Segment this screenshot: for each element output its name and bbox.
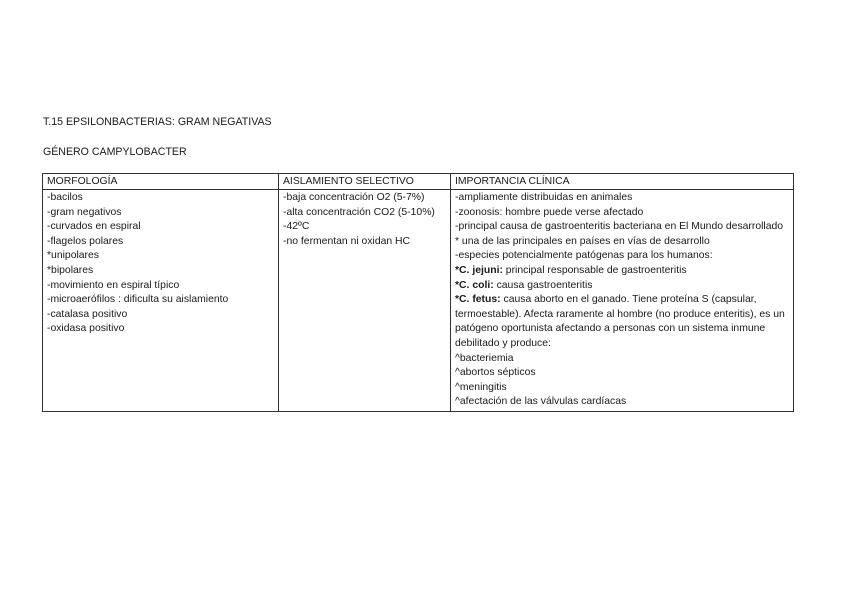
header-importancia: IMPORTANCIA CLÍNICA: [451, 174, 794, 190]
campylobacter-table: [42, 173, 794, 412]
header-morfologia: MORFOLOGÍA: [43, 174, 279, 190]
aislamiento-item: -42ºC: [283, 221, 310, 233]
cell-importancia: [451, 190, 794, 412]
document-subtitle: GÉNERO CAMPYLOBACTER: [43, 146, 187, 158]
aislamiento-item: -baja concentración O2 (5-7%): [283, 192, 425, 203]
morfologia-item: -oxidasa positivo: [47, 323, 125, 335]
fetus-effect: ^afectación de las válvulas cardíacas: [455, 396, 627, 408]
morfologia-item: -movimiento en espiral típico: [47, 279, 180, 291]
cell-aislamiento: [279, 190, 451, 412]
species-jejuni-text: principal responsable de gastroenteritis: [502, 264, 687, 276]
species-jejuni-label: *C. jejuni:: [455, 264, 503, 276]
document-title: T.15 EPSILONBACTERIAS: GRAM NEGATIVAS: [43, 116, 272, 128]
species-coli-text: causa gastroenteritis: [493, 279, 593, 291]
importancia-item: * una de las principales en países en vías de desarrollo: [455, 235, 710, 247]
species-coli-label: *C. coli:: [455, 279, 494, 291]
species-fetus-text: causa aborto en el ganado. Tiene proteína S (capsular, termoestable). Afecta raramente al hombre (no produce enteritis), es un patógeno oportunista afectando a personas con un sistema inmune debilitado y produce:: [455, 294, 785, 349]
aislamiento-item: -no fermentan ni oxidan HC: [283, 235, 411, 247]
fetus-effect: ^abortos sépticos: [455, 367, 536, 379]
table-row: [43, 190, 794, 412]
morfologia-item: -microaerófilos : dificulta su aislamiento: [47, 294, 229, 306]
importancia-item: -zoonosis: hombre puede verse afectado: [455, 206, 644, 218]
species-jejuni: [455, 264, 789, 279]
table-header-row: [43, 174, 794, 190]
fetus-effect: ^meningitis: [455, 381, 507, 393]
header-aislamiento: AISLAMIENTO SELECTIVO: [279, 174, 451, 190]
morfologia-item: -flagelos polares: [47, 235, 124, 247]
species-fetus-label: *C. fetus:: [455, 294, 501, 306]
aislamiento-item: -alta concentración CO2 (5-10%): [283, 206, 435, 218]
species-coli: [455, 279, 789, 294]
importancia-item: -especies potencialmente patógenas para los humanos:: [455, 250, 713, 262]
morfologia-item: -gram negativos: [47, 206, 122, 218]
importancia-item: -ampliamente distribuidas en animales: [455, 192, 633, 203]
fetus-effect: ^bacteriemia: [455, 352, 514, 364]
species-fetus: [455, 293, 789, 351]
importancia-item: -principal causa de gastroenteritis bacteriana en El Mundo desarrollado: [455, 221, 784, 233]
morfologia-item: *bipolares: [47, 264, 94, 276]
morfologia-item: -curvados en espiral: [47, 221, 141, 233]
morfologia-item: -catalasa positivo: [47, 308, 128, 320]
cell-morfologia: [43, 190, 279, 412]
morfologia-item: -bacilos: [47, 192, 83, 203]
morfologia-item: *unipolares: [47, 250, 99, 262]
